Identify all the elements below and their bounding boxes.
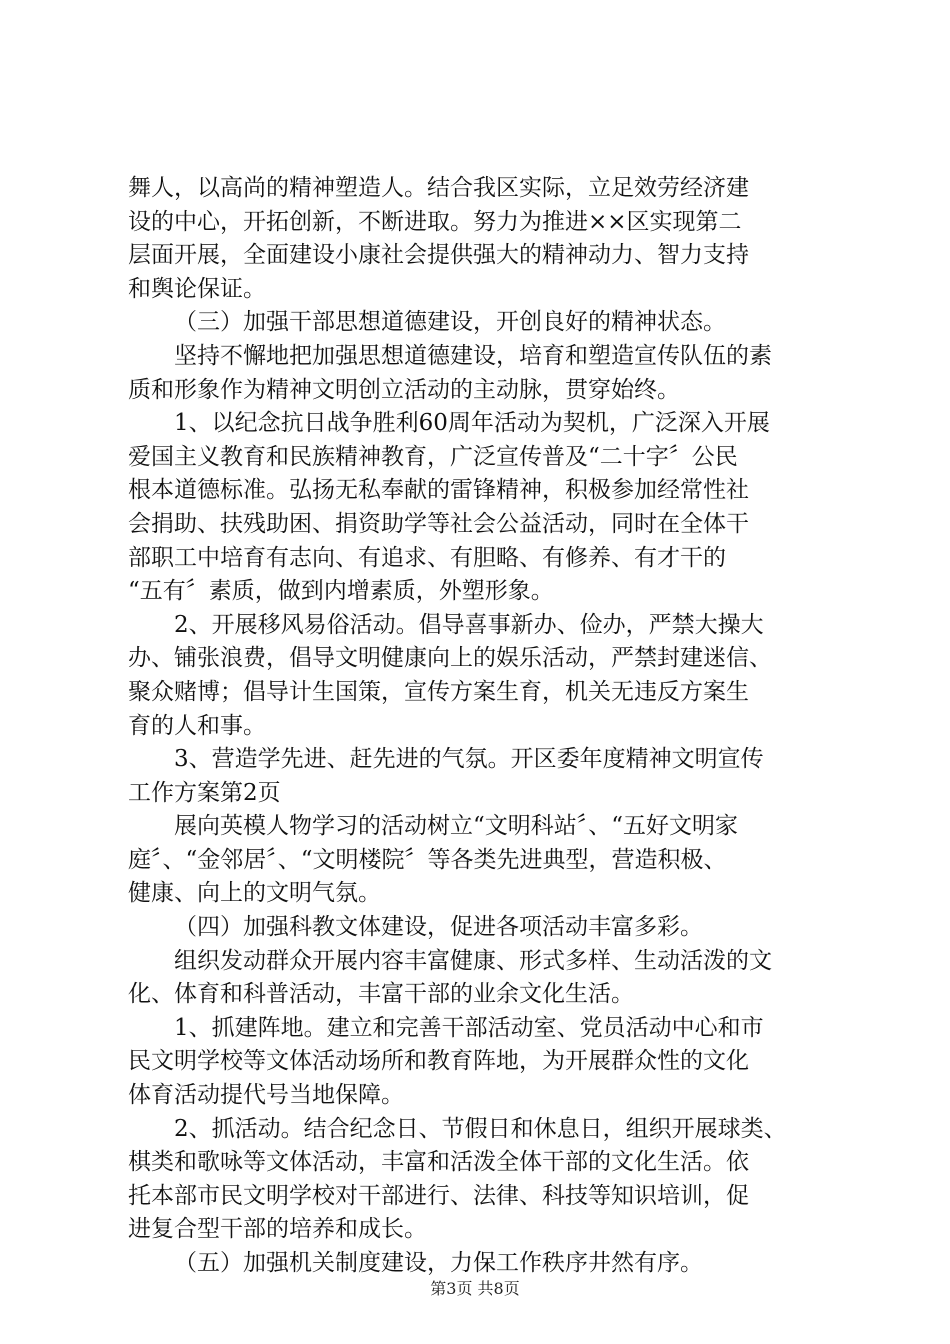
text-line: 民文明学校等文体活动场所和教育阵地，为开展群众性的文化: [128, 1048, 749, 1075]
text-line: （五）加强机关制度建设，力保工作秩序井然有序。: [174, 1250, 703, 1276]
text-line: 1、抓建阵地。建立和完善干部活动室、党员活动中心和市: [174, 1014, 764, 1041]
text-line: 3、营造学先进、赶先进的气氛。开区委年度精神文明宣传: [174, 746, 764, 773]
text-line: 根本道德标准。弘扬无私奉献的雷锋精神，积极参加经常性社: [128, 477, 749, 504]
text-line: 化、体育和科普活动，丰富干部的业余文化生活。: [128, 981, 634, 1008]
text-line: 办、铺张浪费，倡导文明健康向上的娱乐活动，严禁封建迷信、: [128, 645, 772, 672]
text-line: （四）加强科教文体建设，促进各项活动丰富多彩。: [174, 914, 703, 941]
text-line: 质和形象作为精神文明创立活动的主动脉，贯穿始终。: [128, 376, 680, 403]
text-line: 设的中心，开拓创新，不断进取。努力为推进××区实现第二: [128, 208, 742, 235]
text-line: 托本部市民文明学校对干部进行、法律、科技等知识培训，促: [128, 1182, 749, 1209]
text-line: 聚众赌博；倡导计生国策，宣传方案生育，机关无违反方案生: [128, 678, 749, 705]
text-line: 部职工中培育有志向、有追求、有胆略、有修养、有才干的: [128, 544, 726, 571]
text-line: 工作方案第2页: [128, 779, 281, 806]
text-line: 健康、向上的文明气氛。: [128, 880, 381, 907]
text-line: 爱国主义教育和民族精神教育，广泛宣传普及“二十字〞公民: [128, 443, 738, 470]
text-line: 体育活动提代号当地保障。: [128, 1082, 404, 1109]
text-line: 棋类和歌咏等文体活动，丰富和活泼全体干部的文化生活。依: [128, 1149, 749, 1176]
text-line: 庭〞、“金邻居〞、“文明楼院〞等各类先进典型，营造积极、: [128, 846, 727, 873]
text-line: 舞人，以高尚的精神塑造人。结合我区实际，立足效劳经济建: [128, 175, 749, 201]
page-footer: 第3页 共8页: [430, 1279, 520, 1298]
text-line: （三）加强干部思想道德建设，开创良好的精神状态。: [174, 309, 726, 336]
text-line: 2、开展移风易俗活动。倡导喜事新办、俭办，严禁大操大: [174, 611, 764, 638]
text-line: 进复合型干部的培养和成长。: [128, 1216, 427, 1243]
text-line: 组织发动群众开展内容丰富健康、形式多样、生动活泼的文: [174, 947, 772, 974]
document-body: [128, 172, 860, 1281]
text-line: 会捐助、扶残助困、捐资助学等社会公益活动，同时在全体干: [128, 510, 749, 537]
text-line: 2、抓活动。结合纪念日、节假日和休息日，组织开展球类、: [174, 1115, 787, 1142]
text-line: 展向英模人物学习的活动树立“文明科站〞、“五好文明家: [174, 813, 739, 840]
text-line: 1、以纪念抗日战争胜利60周年活动为契机，广泛深入开展: [174, 410, 770, 437]
text-line: 坚持不懈地把加强思想道德建设，培育和塑造宣传队伍的素: [174, 342, 772, 369]
text-line: 育的人和事。: [128, 712, 266, 739]
text-line: 层面开展，全面建设小康社会提供强大的精神动力、智力支持: [128, 242, 749, 269]
text-line: 和舆论保证。: [128, 275, 266, 302]
text-line: “五有〞素质，做到内增素质，外塑形象。: [128, 578, 554, 605]
